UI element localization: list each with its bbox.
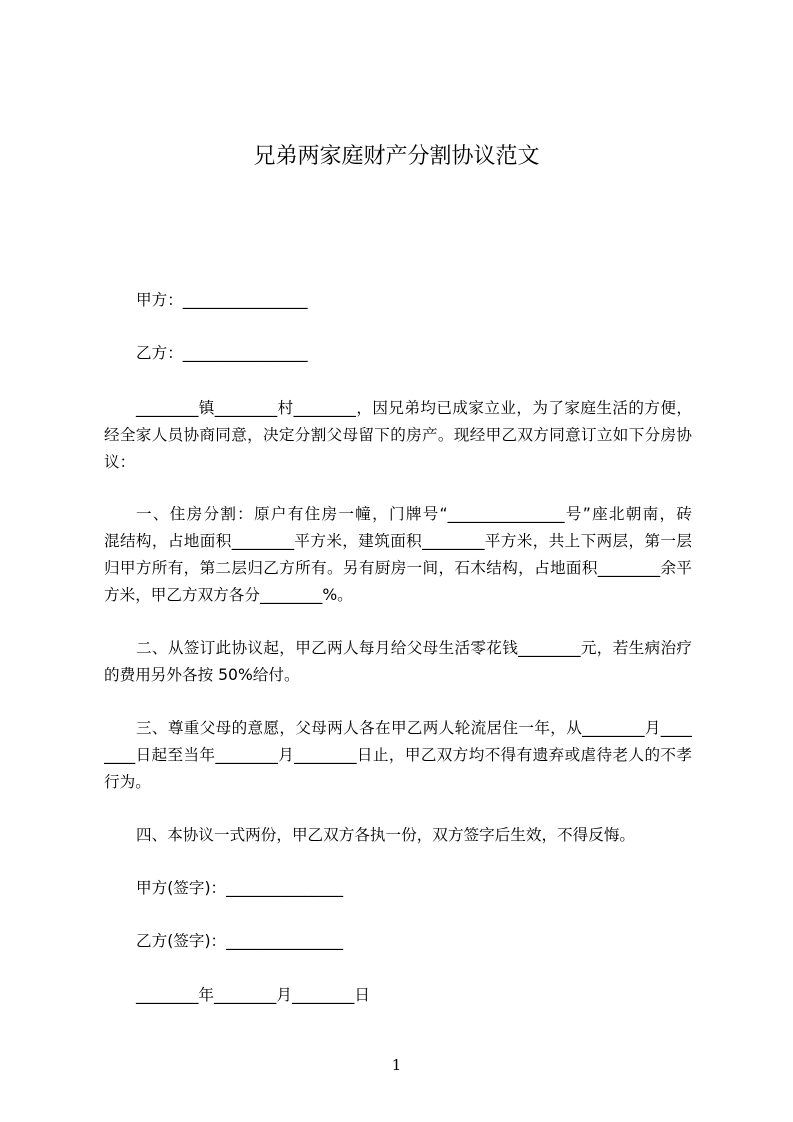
paragraph-line: 三、尊重父母的意愿，父母两人各在甲乙两人轮流居住一年，从________月____ <box>136 719 692 737</box>
paragraph-line: 二、从签订此协议起，甲乙两人每月给父母生活零花钱________元，若生病治疗 <box>136 639 692 657</box>
document-title: 兄弟两家庭财产分割协议范文 <box>253 144 540 169</box>
party-a-line: 甲方：________________ <box>136 291 308 309</box>
signature-a-line: 甲方(签字)：_______________ <box>136 879 344 897</box>
paragraph-line: 的费用另外各按 50%给付。 <box>104 666 300 684</box>
paragraph-line: 方米，甲乙方双方各分________%。 <box>104 586 353 604</box>
signature-a-field <box>104 875 692 902</box>
paragraph-line: 议： <box>104 453 136 471</box>
party-a-field <box>104 287 692 314</box>
clause-1-paragraph <box>104 501 692 609</box>
paragraph-line: ____日起至当年________月________日止，甲乙双方均不得有遗弃或虐待老人的不孝 <box>104 746 692 764</box>
paragraph-line: 归甲方所有，第二层归乙方所有。另有厨房一间，石木结构，占地面积________余平 <box>104 559 692 577</box>
party-b-field <box>104 340 692 367</box>
paragraph-line: 经全家人员协商同意，决定分割父母留下的房产。现经甲乙双方同意订立如下分房协 <box>104 426 692 444</box>
signature-b-line: 乙方(签字)：_______________ <box>136 932 344 950</box>
paragraph-line: 行为。 <box>104 773 151 791</box>
paragraph-line: 混结构，占地面积________平方米，建筑面积________平方米，共上下两层，第一层 <box>104 532 692 550</box>
clause-2-paragraph <box>104 635 692 689</box>
clause-4-paragraph <box>104 822 692 849</box>
intro-paragraph <box>104 395 692 476</box>
clause-3-paragraph <box>104 715 692 796</box>
paragraph-line: ________镇________村________，因兄弟均已成家立业，为了家庭生活的方便， <box>136 399 692 417</box>
paragraph-line: 四、本协议一式两份，甲乙双方各执一份，双方签字后生效，不得反悔。 <box>136 826 636 844</box>
date-line: ________年________月________日 <box>136 986 370 1004</box>
date-field <box>104 982 692 1009</box>
page-number: 1 <box>391 1056 402 1074</box>
paragraph-line: 一、住房分割：原户有住房一幢，门牌号“_______________号”座北朝南，砖 <box>136 505 692 523</box>
party-b-line: 乙方：________________ <box>136 344 308 362</box>
signature-b-field <box>104 928 692 955</box>
